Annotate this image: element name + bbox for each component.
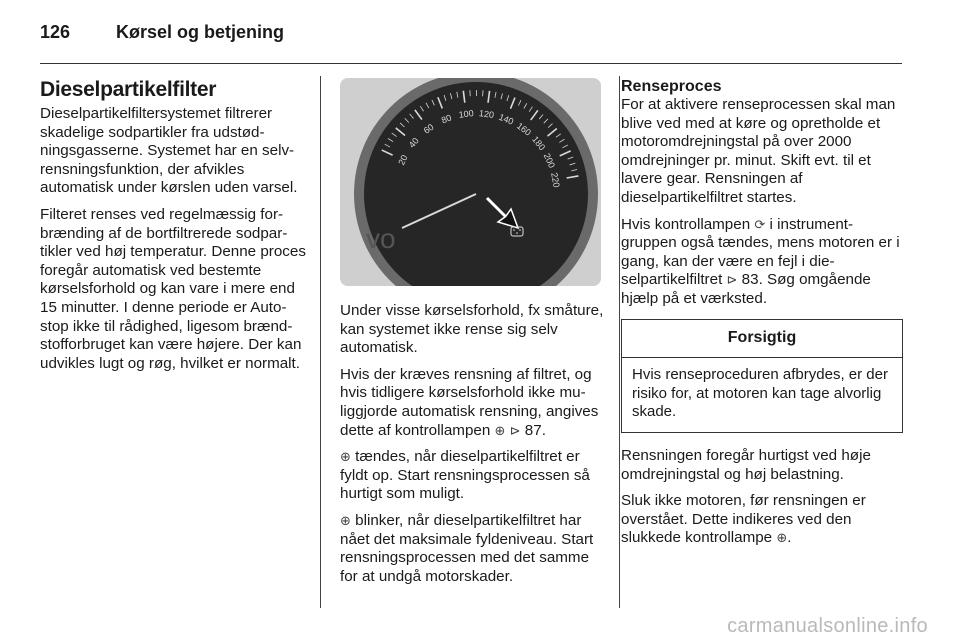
dpf-warning-lamp-icon: ⊕ [340, 449, 351, 465]
speed-label: 80 [439, 112, 453, 126]
section-title: Kørsel og betjening [116, 22, 285, 42]
page-header [40, 22, 284, 48]
speedometer-illustration [340, 78, 601, 286]
caution-text: Hvis renseproceduren afbrydes, er der risiko for, at motoren kan tage alvorlig skade. [632, 366, 888, 421]
speed-label: 120 [478, 108, 495, 121]
paragraph: For at aktivere renseprocessen skal man blive ved med at køre og opretholde et motoromdrejningstal på over 2000 omdrejninger pr. minut. Skift evt. til et lavere gear. Rensningen af dieselpartikelfiltret startes. [621, 96, 896, 206]
paragraph: Sluk ikke motoren, før rensningen er overstået. Dette indikeres ved den slukkede kontrollampe ⊕. [621, 492, 866, 547]
watermark: carmanualsonline.info [727, 615, 928, 637]
speed-label: 40 [406, 135, 421, 150]
speed-label: 60 [421, 121, 436, 136]
paragraph: Hvis der kræves rensning af filtret, og hvis tidligere kørselsforhold ikke muliggjorde automatisk rensning, angives dette af kontrollampen ⊕ ⊳ 87. [340, 365, 599, 439]
speed-label: 140 [497, 111, 516, 127]
paragraph: Under visse kørselsforhold, fx småture, kan systemet ikke rense sig selv automatisk. [340, 302, 604, 357]
subheading: Renseproces [621, 78, 722, 95]
caution-title: Forsigtig [622, 320, 902, 359]
header-rule [40, 63, 902, 64]
paragraph: ⊕ tændes, når dieselpartikelfiltret er fyldt op. Start rensningsprocessen så hurtigt som muligt. [340, 448, 590, 503]
column-left [40, 78, 306, 381]
page-reference-arrow-icon: ⊳ [509, 422, 521, 438]
svg-text:vo: vo [366, 223, 396, 254]
dpf-warning-lamp-icon: ⊕ [340, 512, 351, 528]
column-right [621, 78, 903, 556]
speed-label: 100 [458, 108, 475, 120]
caution-box [621, 319, 903, 433]
paragraph: Rensningen foregår hurtigst ved høje omdrejningstal og høj belastning. [621, 446, 871, 483]
paragraph: Dieselpartikelfiltersystemet filtrerer skadelige sodpartikler fra udstødningsgasserne. Systemet har en selvrensningsfunktion, der afvikles automatisk under kørslen uden varsel. [40, 105, 298, 197]
dpf-warning-lamp-icon: ⊕ [776, 530, 788, 546]
paragraph: Filteret renses ved regelmæssig forbrænding af de bortfiltrerede sodpartikler ved høj temperatur. Denne proces foregår automatisk ved bestemte kørselsforhold og kan vare i mere end 15 minutter. I denne periode er Auto-stop ikke til rådighed, ligesom brændstofforbruget kan være højere. Der kan udvikles lugt og røg, hvilket er normalt. [40, 205, 306, 372]
page-number: 126 [40, 22, 71, 42]
column-divider [619, 76, 620, 608]
page-reference-arrow-icon: ⊳ [726, 272, 738, 288]
paragraph: Hvis kontrollampen ⟳ i instrumentgruppen også tændes, mens motoren er i gang, kan der være en fejl i dieselpartikelfiltret ⊳ 83. Søg omgående hjælp på et værksted. [621, 215, 900, 307]
main-heading: Dieselpartikelfilter [40, 78, 217, 101]
speed-label: 200 [541, 151, 558, 170]
engine-check-lamp-icon: ⟳ [754, 216, 766, 232]
speed-label: 180 [530, 134, 548, 153]
column-middle [340, 78, 604, 594]
speed-label: 160 [514, 120, 533, 138]
dpf-warning-lamp-icon: ⊕ [494, 422, 506, 438]
speed-label: 20 [396, 153, 410, 167]
speed-label: 220 [549, 171, 562, 189]
paragraph: ⊕ blinker, når dieselpartikelfiltret har nået det maksimale fyldeniveau. Start rensningsprocessen med det samme for at undgå motorskader. [340, 511, 594, 585]
speedometer-figure [340, 78, 601, 286]
column-divider [320, 76, 321, 608]
